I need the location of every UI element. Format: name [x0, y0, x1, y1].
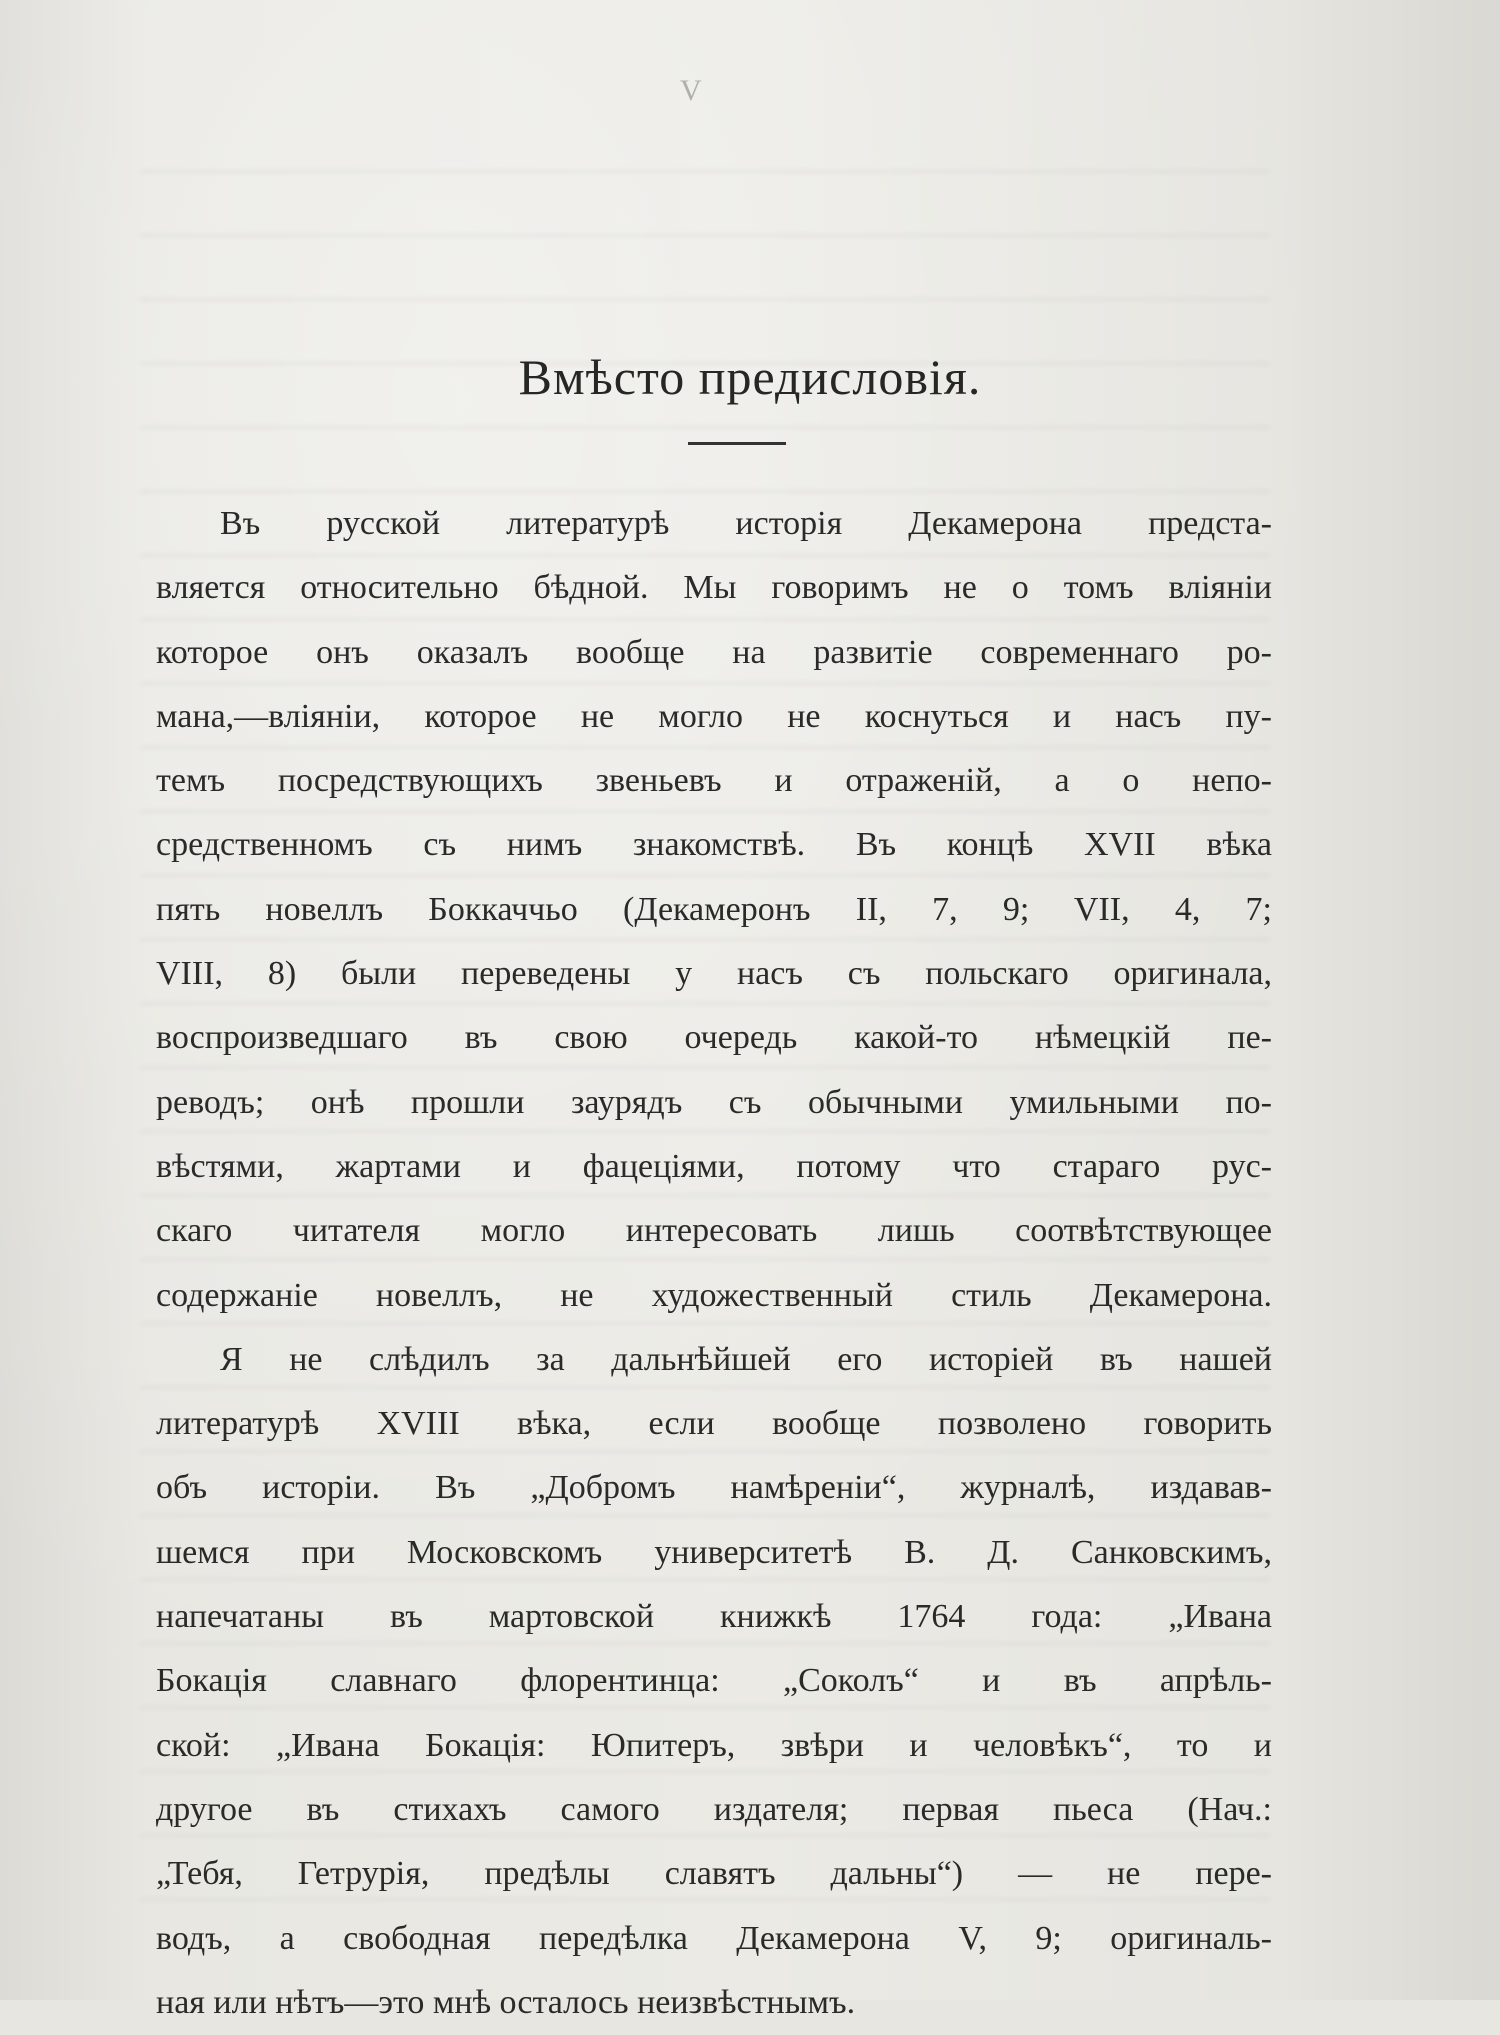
page-title: Вмѣсто предисловія. [518, 349, 982, 405]
text-line: объ исторіи. Въ „Добромъ намѣреніи“, журналѣ, издавав- [156, 1469, 1272, 1507]
text-line: содержаніе новеллъ, не художественный стиль Декамерона. [156, 1276, 1272, 1314]
text-line: водъ, а свободная передѣлка Декамерона V, 9; оригиналь- [156, 1919, 1272, 1957]
text-line: напечатаны въ мартовской книжкѣ 1764 года: „Ивана [156, 1598, 1272, 1636]
text-line: другое въ стихахъ самого издателя; первая пьеса (Нач.: [156, 1790, 1272, 1828]
text-line: Въ русской литературѣ исторія Декамерона предста- [220, 505, 1272, 542]
text-line: темъ посредствующихъ звеньевъ и отраженій, а о непо- [156, 762, 1272, 800]
body-text [156, 492, 1272, 2035]
page-number: V [680, 74, 704, 107]
text-line: Я не слѣдилъ за дальнѣйшей его исторіей въ нашей [220, 1340, 1272, 1378]
text-line: „Тебя, Гетрурія, предѣлы славятъ дальны“) — не пере- [156, 1855, 1272, 1893]
text-line: вѣстями, жартами и фацеціями, потому что стараго рус- [156, 1147, 1272, 1185]
text-line: ная или нѣтъ—это мнѣ осталось неизвѣстнымъ. [156, 1983, 856, 2021]
text-line: литературѣ XVIII вѣка, если вообще позволено говорить [156, 1405, 1272, 1443]
text-line: пять новеллъ Боккаччьо (Декамеронъ II, 7, 9; VII, 4, 7; [156, 890, 1272, 928]
text-line: ской: „Ивана Бокація: Юпитеръ, звѣри и человѣкъ“, то и [156, 1726, 1272, 1764]
text-line: VIII, 8) были переведены у насъ съ польскаго оригинала, [156, 955, 1272, 993]
text-line: шемся при Московскомъ университетѣ В. Д. Санковскимъ, [156, 1533, 1272, 1571]
text-line: реводъ; онѣ прошли заурядъ съ обычными умильными по- [156, 1083, 1272, 1121]
text-line: вляется относительно бѣдной. Мы говоримъ не о томъ вліяніи [156, 569, 1272, 607]
text-line: воспроизведшаго въ свою очередь какой-то нѣмецкій пе- [156, 1019, 1272, 1057]
text-line: мана,—вліяніи, которое не могло не коснуться и насъ пу- [156, 697, 1272, 735]
text-line: средственномъ съ нимъ знакомствѣ. Въ концѣ XVII вѣка [156, 826, 1272, 864]
text-line: скаго читателя могло интересовать лишь соотвѣтствующее [156, 1212, 1272, 1250]
text-line: Бокація славнаго флорентинца: „Соколъ“ и въ апрѣль- [156, 1662, 1272, 1700]
title-divider [688, 442, 786, 445]
text-line: которое онъ оказалъ вообще на развитіе современнаго ро- [156, 633, 1272, 671]
